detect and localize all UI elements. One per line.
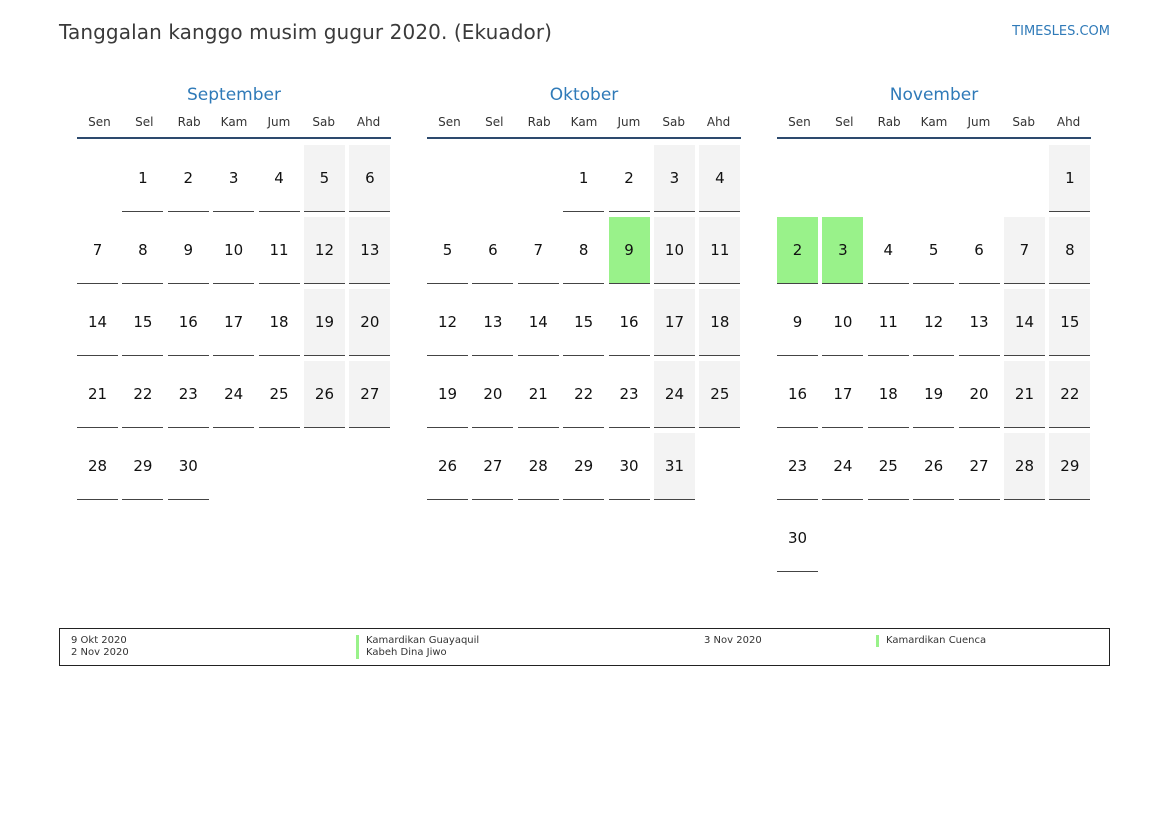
day-cell: 17 xyxy=(213,289,254,356)
legend-holiday-name: Kabeh Dina Jiwo xyxy=(356,647,479,659)
day-cell: 12 xyxy=(427,289,468,356)
day-cell: 5 xyxy=(304,145,345,212)
day-cell: 25 xyxy=(259,361,300,428)
day-cell: 26 xyxy=(913,433,954,500)
day-cell: 31 xyxy=(654,433,695,500)
day-grid xyxy=(777,145,1091,572)
day-cell: 4 xyxy=(259,145,300,212)
day-cell: 12 xyxy=(304,217,345,284)
empty-cell xyxy=(77,145,118,212)
day-cell: 14 xyxy=(518,289,559,356)
day-cell: 28 xyxy=(77,433,118,500)
day-cell: 16 xyxy=(777,361,818,428)
day-cell: 22 xyxy=(122,361,163,428)
month-name: November xyxy=(889,85,979,105)
legend-names-col-2 xyxy=(878,635,986,647)
day-cell: 3 xyxy=(654,145,695,212)
legend-dates-col xyxy=(71,635,129,659)
legend-names-col xyxy=(358,635,479,659)
weekday-label: Sen xyxy=(88,115,111,129)
holiday-day-cell: 3 xyxy=(822,217,863,284)
day-cell: 9 xyxy=(168,217,209,284)
empty-cell xyxy=(822,145,863,212)
day-cell: 23 xyxy=(168,361,209,428)
day-cell: 14 xyxy=(1004,289,1045,356)
weekday-label: Rab xyxy=(527,115,551,129)
weekday-label: Sen xyxy=(788,115,811,129)
day-cell: 8 xyxy=(1049,217,1090,284)
month-september xyxy=(77,84,391,500)
day-cell: 27 xyxy=(349,361,390,428)
day-cell: 24 xyxy=(654,361,695,428)
site-link[interactable]: TIMESLES.COM xyxy=(1012,24,1110,39)
empty-cell xyxy=(518,145,559,212)
weekday-label: Jum xyxy=(617,115,641,129)
weekday-label: Kam xyxy=(570,115,598,129)
day-cell: 15 xyxy=(563,289,604,356)
day-cell: 19 xyxy=(427,361,468,428)
weekday-header xyxy=(427,115,741,139)
page-title: Tanggalan kanggo musim gugur 2020. (Ekuador) xyxy=(59,20,553,44)
legend-date: 2 Nov 2020 xyxy=(71,647,129,658)
day-cell: 23 xyxy=(609,361,650,428)
day-cell: 13 xyxy=(472,289,513,356)
empty-cell xyxy=(959,145,1000,212)
day-cell: 7 xyxy=(518,217,559,284)
day-cell: 1 xyxy=(122,145,163,212)
holiday-day-cell: 2 xyxy=(777,217,818,284)
day-cell: 10 xyxy=(822,289,863,356)
day-cell: 5 xyxy=(913,217,954,284)
day-cell: 22 xyxy=(563,361,604,428)
day-cell: 13 xyxy=(349,217,390,284)
weekday-label: Ahd xyxy=(706,115,731,129)
holiday-day-cell: 9 xyxy=(609,217,650,284)
day-cell: 11 xyxy=(259,217,300,284)
day-cell: 21 xyxy=(518,361,559,428)
weekday-label: Sab xyxy=(312,115,336,129)
day-cell: 26 xyxy=(304,361,345,428)
weekday-label: Rab xyxy=(877,115,901,129)
day-cell: 3 xyxy=(213,145,254,212)
day-cell: 27 xyxy=(472,433,513,500)
day-cell: 18 xyxy=(699,289,740,356)
day-cell: 4 xyxy=(699,145,740,212)
day-cell: 18 xyxy=(259,289,300,356)
empty-cell xyxy=(1004,145,1045,212)
day-cell: 21 xyxy=(77,361,118,428)
day-cell: 15 xyxy=(1049,289,1090,356)
weekday-header xyxy=(777,115,1091,139)
day-cell: 1 xyxy=(563,145,604,212)
weekday-label: Sen xyxy=(438,115,461,129)
month-oktober xyxy=(427,84,741,500)
day-cell: 2 xyxy=(609,145,650,212)
day-cell: 20 xyxy=(472,361,513,428)
empty-cell xyxy=(472,145,513,212)
day-cell: 13 xyxy=(959,289,1000,356)
day-cell: 7 xyxy=(77,217,118,284)
legend-date: 3 Nov 2020 xyxy=(704,635,762,646)
day-cell: 16 xyxy=(609,289,650,356)
day-cell: 24 xyxy=(213,361,254,428)
day-cell: 20 xyxy=(959,361,1000,428)
day-grid xyxy=(77,145,391,500)
day-cell: 17 xyxy=(822,361,863,428)
day-cell: 25 xyxy=(868,433,909,500)
day-cell: 7 xyxy=(1004,217,1045,284)
day-cell: 8 xyxy=(563,217,604,284)
day-cell: 20 xyxy=(349,289,390,356)
day-cell: 28 xyxy=(518,433,559,500)
day-cell: 11 xyxy=(868,289,909,356)
day-cell: 4 xyxy=(868,217,909,284)
day-cell: 8 xyxy=(122,217,163,284)
day-cell: 16 xyxy=(168,289,209,356)
legend-dates-col-2 xyxy=(704,635,762,647)
weekday-label: Ahd xyxy=(356,115,381,129)
day-cell: 24 xyxy=(822,433,863,500)
weekday-label: Sel xyxy=(135,115,154,129)
day-cell: 10 xyxy=(654,217,695,284)
empty-cell xyxy=(913,145,954,212)
day-cell: 21 xyxy=(1004,361,1045,428)
day-cell: 29 xyxy=(1049,433,1090,500)
day-cell: 11 xyxy=(699,217,740,284)
day-cell: 6 xyxy=(349,145,390,212)
month-november xyxy=(777,84,1091,572)
day-cell: 28 xyxy=(1004,433,1045,500)
empty-cell xyxy=(777,145,818,212)
day-grid xyxy=(427,145,741,500)
day-cell: 29 xyxy=(122,433,163,500)
weekday-label: Kam xyxy=(920,115,948,129)
legend-holiday-name: Kamardikan Cuenca xyxy=(876,635,986,647)
day-cell: 2 xyxy=(168,145,209,212)
day-cell: 29 xyxy=(563,433,604,500)
day-cell: 25 xyxy=(699,361,740,428)
month-name: Oktober xyxy=(549,85,619,105)
empty-cell xyxy=(868,145,909,212)
day-cell: 23 xyxy=(777,433,818,500)
day-cell: 30 xyxy=(168,433,209,500)
day-cell: 30 xyxy=(609,433,650,500)
day-cell: 18 xyxy=(868,361,909,428)
weekday-label: Ahd xyxy=(1056,115,1081,129)
day-cell: 26 xyxy=(427,433,468,500)
day-cell: 15 xyxy=(122,289,163,356)
empty-cell xyxy=(427,145,468,212)
weekday-label: Jum xyxy=(267,115,291,129)
legend-date: 9 Okt 2020 xyxy=(71,635,127,646)
weekday-label: Rab xyxy=(177,115,201,129)
day-cell: 14 xyxy=(77,289,118,356)
day-cell: 30 xyxy=(777,505,818,572)
day-cell: 19 xyxy=(913,361,954,428)
month-name: September xyxy=(187,85,281,105)
day-cell: 9 xyxy=(777,289,818,356)
day-cell: 6 xyxy=(959,217,1000,284)
day-cell: 19 xyxy=(304,289,345,356)
weekday-label: Sel xyxy=(485,115,504,129)
holiday-legend xyxy=(59,628,1110,666)
day-cell: 27 xyxy=(959,433,1000,500)
day-cell: 17 xyxy=(654,289,695,356)
weekday-header xyxy=(77,115,391,139)
legend-holiday-name: Kamardikan Guayaquil xyxy=(356,635,479,647)
day-cell: 12 xyxy=(913,289,954,356)
day-cell: 1 xyxy=(1049,145,1090,212)
day-cell: 5 xyxy=(427,217,468,284)
day-cell: 10 xyxy=(213,217,254,284)
weekday-label: Jum xyxy=(967,115,991,129)
day-cell: 6 xyxy=(472,217,513,284)
day-cell: 22 xyxy=(1049,361,1090,428)
weekday-label: Sab xyxy=(1012,115,1036,129)
weekday-label: Kam xyxy=(220,115,248,129)
weekday-label: Sel xyxy=(835,115,854,129)
weekday-label: Sab xyxy=(662,115,686,129)
